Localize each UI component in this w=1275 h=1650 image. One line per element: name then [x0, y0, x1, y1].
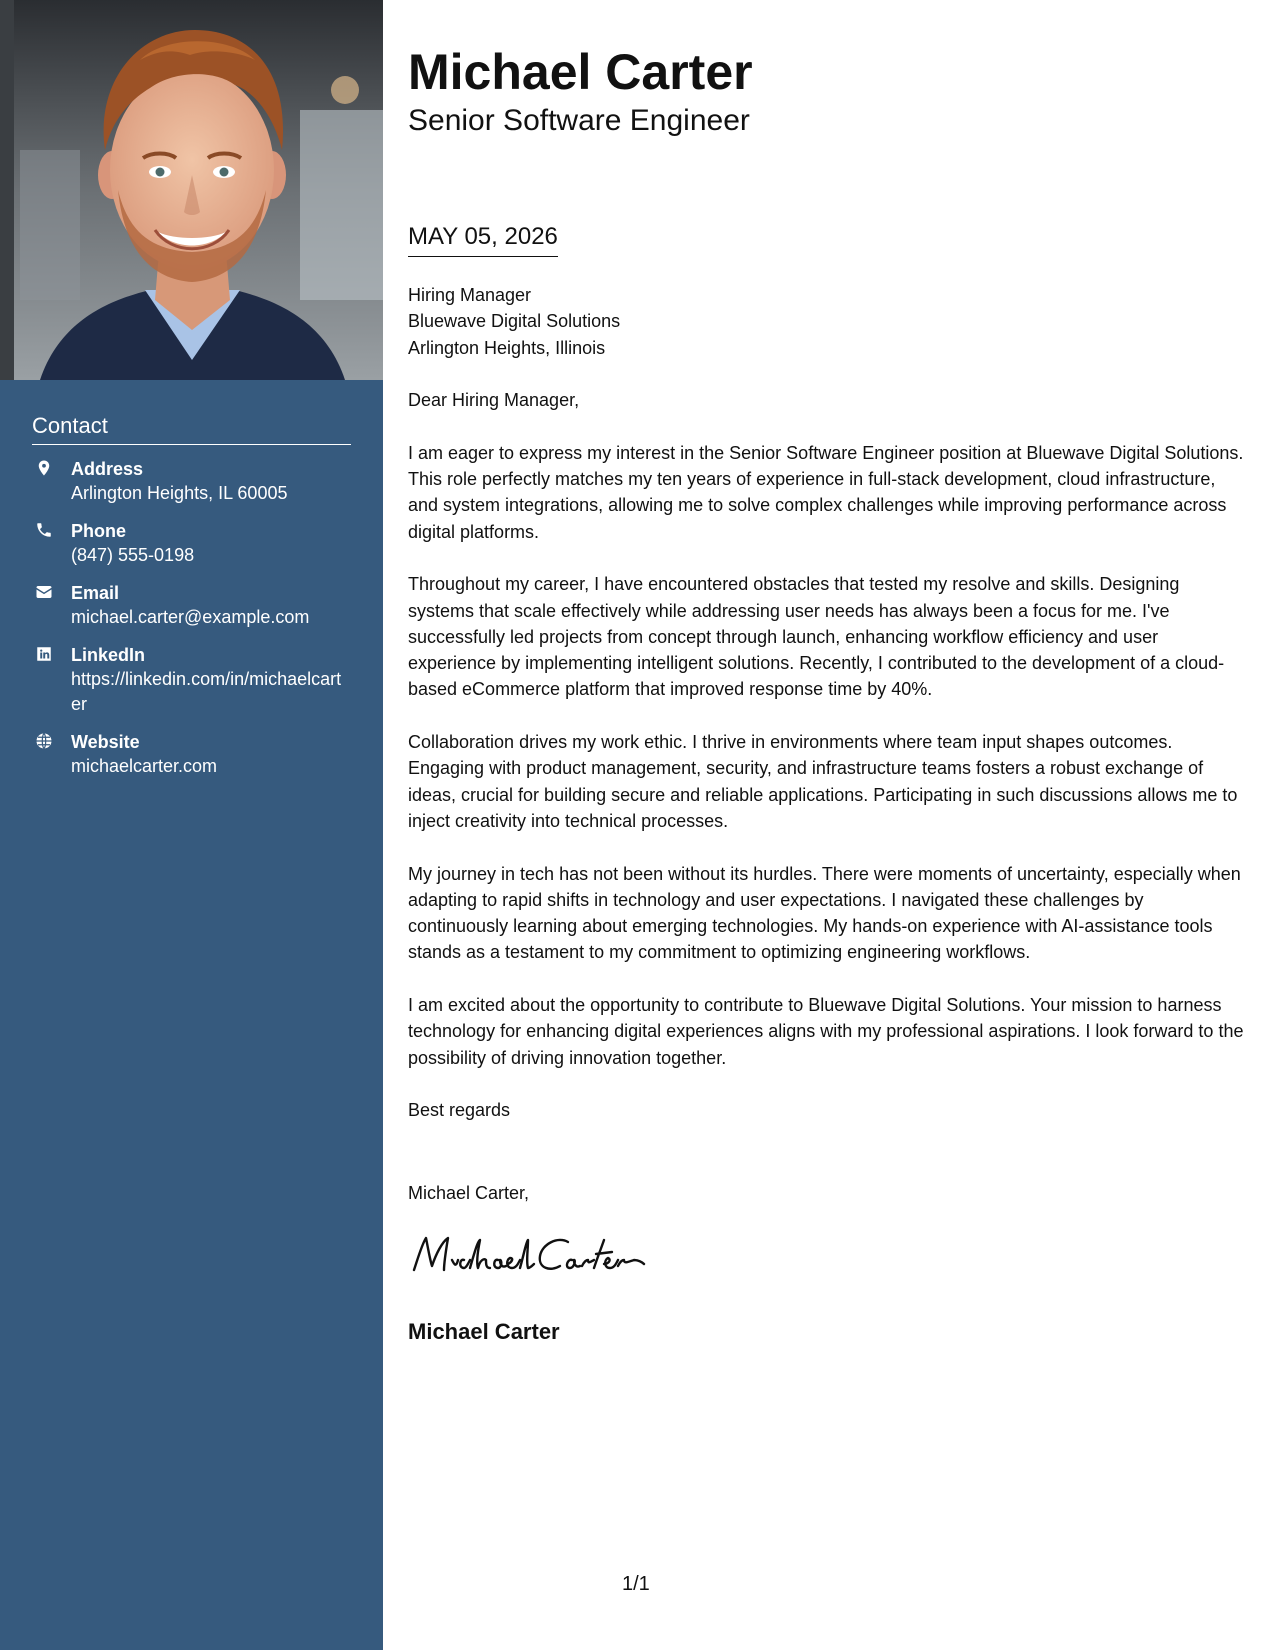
contact-value[interactable]: michael.carter@example.com	[71, 607, 310, 627]
applicant-name: Michael Carter	[408, 44, 753, 100]
linkedin-icon	[35, 645, 53, 663]
letter-date: MAY 05, 2026	[408, 220, 558, 257]
recipient-line: Bluewave Digital Solutions	[408, 311, 621, 332]
contact-email	[32, 581, 351, 630]
recipient-line: Arlington Heights, Illinois	[408, 337, 606, 358]
envelope-icon	[35, 583, 53, 601]
phone-icon	[35, 521, 53, 539]
letter-paragraph: Throughout my career, I have encountered obstacles that tested my resolve and skills. Designing systems that scale effectively while addressing user needs has always been a focus for me. I've successfully led projects from concept through launch, enhancing workflow efficiency and user experience by implementing intelligent solutions. Recently, I contributed to the development of a cloud-based eCommerce platform that improved response time by 40%.	[408, 574, 1225, 700]
closing: Best regards	[408, 1100, 511, 1121]
contact-label: Address	[71, 459, 144, 479]
contact-value[interactable]: https://linkedin.com/in/michaelcarter	[71, 669, 342, 714]
recipient-block	[408, 282, 1248, 361]
contact-label: Phone	[71, 521, 127, 541]
globe-icon	[35, 732, 53, 750]
applicant-title: Senior Software Engineer	[408, 104, 750, 137]
contact-address	[32, 457, 351, 506]
profile-photo	[0, 0, 383, 380]
contact-value: Arlington Heights, IL 60005	[71, 483, 288, 503]
letter-paragraph: Collaboration drives my work ethic. I thrive in environments where team input shapes outcomes. Engaging with product management, security, and infrastructure teams fosters a robust exchange of ideas, crucial for building secure and reliable applications. Participating in such discussions allows me to inject creativity into technical processes.	[408, 732, 1238, 831]
contact-label: Website	[71, 732, 140, 752]
closing-name: Michael Carter,	[408, 1183, 530, 1203]
page-number: 1/1	[622, 1573, 650, 1595]
letter-body	[408, 282, 1248, 1150]
contact-phone	[32, 519, 351, 568]
contact-label: LinkedIn	[71, 645, 146, 665]
letter-paragraph: I am eager to express my interest in the Senior Software Engineer position at Bluewave Digital Solutions. This role perfectly matches my ten years of experience in full-stack development, cloud infrastructure, and system integrations, allowing me to solve complex challenges while improving performance across digital platforms.	[408, 442, 1244, 542]
contact-label: Email	[71, 583, 120, 603]
sidebar	[0, 0, 383, 1650]
contact-section	[32, 412, 351, 779]
map-pin-icon	[35, 459, 53, 477]
printed-name: Michael Carter	[408, 1319, 560, 1344]
handwritten-signature	[408, 1230, 648, 1280]
letter-paragraph: I am excited about the opportunity to contribute to Bluewave Digital Solutions. Your mission to harness technology for enhancing digital experiences aligns with my professional aspirations. I look forward to the possibility of driving innovation together.	[408, 995, 1244, 1068]
contact-linkedin	[32, 643, 351, 717]
letter-paragraph: My journey in tech has not been without its hurdles. There were moments of uncertainty, especially when adapting to rapid shifts in technology and user expectations. I navigated these challenges by continuously learning about emerging technologies. My hands-on experience with AI-assistance tools stands as a testament to my commitment to optimizing engineering workflows.	[408, 863, 1241, 963]
contact-value[interactable]: (847) 555-0198	[71, 545, 195, 565]
salutation: Dear Hiring Manager,	[408, 390, 580, 411]
contact-heading: Contact	[32, 412, 351, 445]
contact-value[interactable]: michaelcarter.com	[71, 756, 218, 776]
contact-website	[32, 730, 351, 779]
recipient-line: Hiring Manager	[408, 285, 532, 305]
